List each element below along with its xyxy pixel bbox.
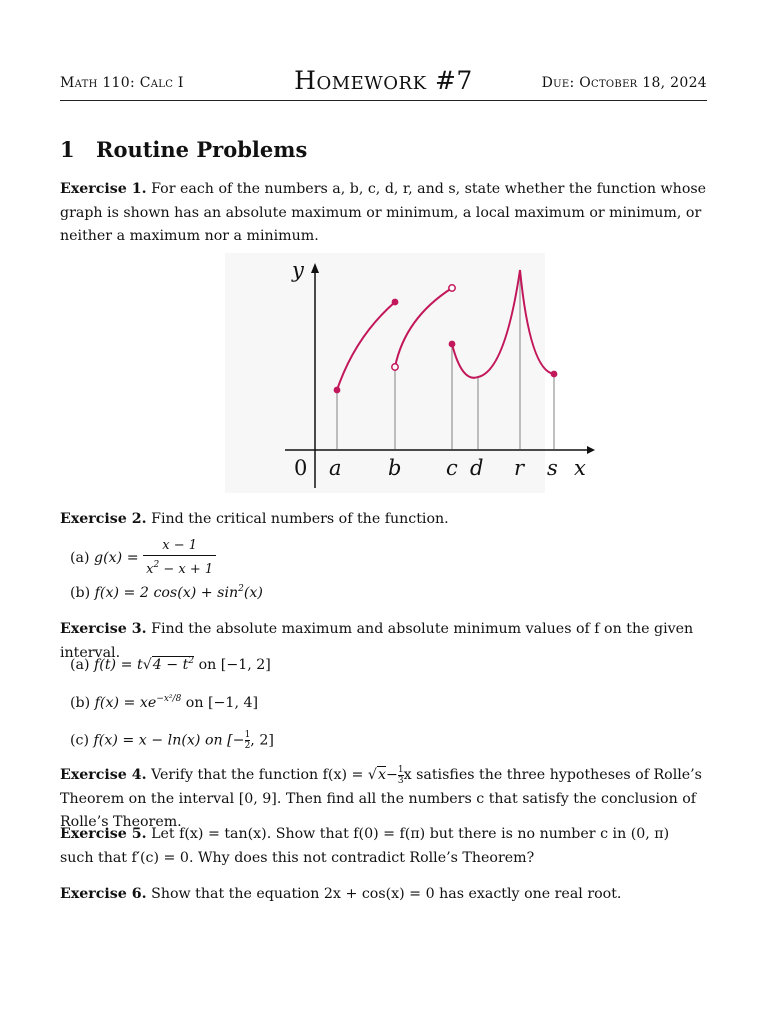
exercise-3b: (b) $f(x) = xe^{-x^2/8}$ on [−1, 4] — [70, 694, 259, 711]
exercise-2-label: Exercise 2. — [60, 511, 147, 527]
item-label: (b) — [70, 585, 91, 601]
exercise-3c: (c) f(x) = x − ln(x) on [− $\frac{1}{2}$ , 2] — [70, 730, 274, 751]
function-graph — [225, 253, 586, 493]
origin-label: 0 — [294, 456, 308, 480]
point-a — [334, 387, 341, 394]
fraction-numerator: x − 1 — [162, 538, 197, 553]
page-header — [60, 64, 707, 101]
due-date: Due: October 18, 2024 — [541, 75, 707, 91]
tick-label-r: r — [514, 456, 525, 480]
exercise-6 — [60, 883, 707, 907]
exercise-5 — [60, 823, 707, 870]
exercise-1-label: Exercise 1. — [60, 181, 147, 197]
fraction-denominator: $x^2 - x + 1$ — [143, 555, 216, 579]
section-heading — [60, 137, 307, 162]
expression: f(x) = 2 $\cos(x) + \sin^2(x)$ — [94, 584, 263, 601]
exercise-6-label: Exercise 6. — [60, 886, 147, 902]
fraction: $\frac{1}{2}$ — [244, 730, 251, 751]
exercise-4: Exercise 4. Verify that the function f(x) = √x− $\frac{1}{3}$ x satisfies the three hypotheses of Rolle’s Theorem on the interval [0, 9]. Then find all the numbers c that satisfy the conclusion of Rolle’s Theorem. — [60, 764, 702, 830]
graph-background — [225, 253, 545, 493]
exercise-2b — [70, 584, 263, 601]
y-axis-label: y — [292, 258, 304, 282]
exercise-5-label: Exercise 5. — [60, 826, 147, 842]
tick-label-s: s — [547, 456, 558, 480]
expression-lhs: g(x) = — [94, 550, 139, 566]
radicand: $4 - t^2$ — [152, 656, 195, 673]
section-title: Routine Problems — [96, 137, 308, 162]
point-c-filled — [449, 341, 456, 348]
item-label: (a) — [70, 657, 90, 673]
exercise-3-text: Find the absolute maximum and absolute minimum values of f on the given interval. — [60, 621, 694, 661]
item-label: (c) — [70, 732, 90, 749]
fraction: $\frac{1}{3}$ — [397, 764, 404, 786]
point-b-open — [392, 364, 398, 370]
item-label: (b) — [70, 695, 91, 711]
homework-title: Homework #7 — [294, 66, 473, 95]
exercise-1 — [60, 178, 707, 249]
item-label: (a) — [70, 550, 90, 566]
point-b-filled — [392, 299, 399, 306]
exercise-4-label: Exercise 4. — [60, 767, 147, 783]
tick-label-c: c — [446, 456, 458, 480]
fraction — [143, 537, 216, 579]
exercise-2 — [60, 508, 707, 532]
course-name: Math 110: Calc I — [60, 75, 184, 91]
exercise-1-text: For each of the numbers a, b, c, d, r, and s, state whether the function whose graph is shown has an absolute maximum or minimum, a local maximum or minimum, or neither a maximum nor a minimum. — [60, 181, 707, 244]
tick-label-a: a — [329, 456, 342, 480]
tick-label-b: b — [388, 456, 402, 480]
sqrt-sign: √ — [367, 767, 377, 783]
x-axis-arrow — [587, 446, 595, 454]
section-number: 1 — [60, 137, 75, 162]
exercise-3-label: Exercise 3. — [60, 621, 147, 637]
exercise-2-text: Find the critical numbers of the function. — [151, 511, 449, 527]
x-axis-label: x — [574, 456, 586, 480]
point-c-open — [449, 285, 455, 291]
exercise-6-text: Show that the equation 2x + cos(x) = 0 has exactly one real root. — [151, 886, 622, 902]
point-s — [551, 371, 558, 378]
sqrt-sign: √ — [142, 657, 152, 673]
exercise-5-text: Let f(x) = tan(x). Show that f(0) = f(π) but there is no number c in (0, π) such that f′(c) = 0. Why does this not contradict Rolle’s Theorem? — [60, 826, 670, 866]
exercise-2a — [70, 537, 216, 579]
exercise-3a: (a) $f(t) = t√4 - t^2$ on [−1, 2] — [70, 656, 271, 673]
tick-label-d: d — [470, 456, 484, 480]
